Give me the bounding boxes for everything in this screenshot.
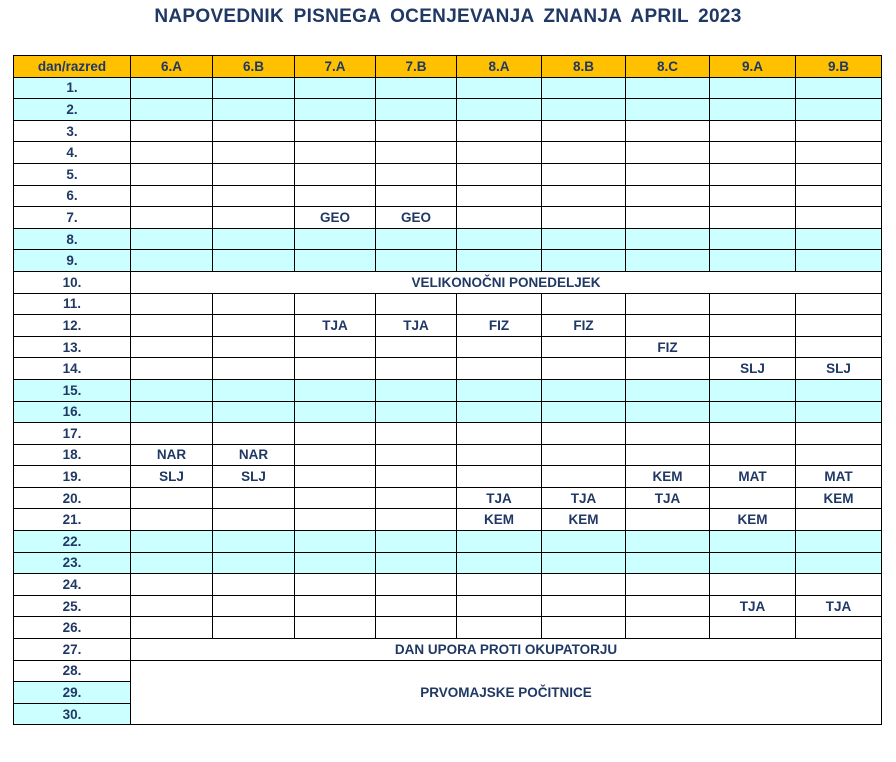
subject-cell [213,315,295,337]
subject-cell [131,142,213,164]
subject-cell [796,99,882,121]
subject-cell [710,77,796,99]
subject-cell [376,444,457,466]
subject-cell [457,228,542,250]
header-class-8c: 8.C [626,56,710,78]
subject-cell: KEM [626,466,710,488]
subject-cell [710,487,796,509]
subject-cell [213,487,295,509]
subject-cell: SLJ [710,358,796,380]
subject-cell [626,185,710,207]
subject-cell [376,401,457,423]
subject-cell [796,228,882,250]
subject-cell [542,250,626,272]
subject-cell [213,293,295,315]
subject-cell [295,120,376,142]
table-row [14,250,882,272]
day-cell: 10. [14,271,131,293]
subject-cell [796,293,882,315]
subject-cell [376,552,457,574]
subject-cell [626,444,710,466]
subject-cell [131,120,213,142]
subject-cell [542,595,626,617]
subject-cell [131,617,213,639]
subject-cell: SLJ [213,466,295,488]
subject-cell [796,531,882,553]
subject-cell [542,293,626,315]
subject-cell [796,379,882,401]
table-row [14,444,882,466]
subject-cell [213,228,295,250]
subject-cell [213,120,295,142]
subject-cell [213,336,295,358]
subject-cell [796,509,882,531]
subject-cell [213,574,295,596]
subject-cell [213,401,295,423]
subject-cell [213,379,295,401]
table-row [14,228,882,250]
subject-cell [796,163,882,185]
subject-cell [542,379,626,401]
subject-cell [376,185,457,207]
subject-cell [295,401,376,423]
day-cell: 15. [14,379,131,401]
subject-cell [457,77,542,99]
subject-cell [376,120,457,142]
subject-cell: KEM [710,509,796,531]
subject-cell: MAT [710,466,796,488]
subject-cell [542,163,626,185]
day-cell: 19. [14,466,131,488]
subject-cell [213,207,295,229]
subject-cell [796,401,882,423]
subject-cell [626,228,710,250]
subject-cell [131,250,213,272]
subject-cell [710,401,796,423]
subject-cell [796,207,882,229]
subject-cell [295,487,376,509]
subject-cell [542,77,626,99]
day-cell: 1. [14,77,131,99]
subject-cell [796,574,882,596]
table-row [14,207,882,229]
subject-cell [457,595,542,617]
day-cell: 17. [14,423,131,445]
table-row [14,163,882,185]
subject-cell [295,531,376,553]
table-row [14,660,882,682]
subject-cell [626,552,710,574]
subject-cell [295,379,376,401]
subject-cell [626,531,710,553]
subject-cell [626,509,710,531]
subject-cell: TJA [710,595,796,617]
subject-cell: TJA [626,487,710,509]
subject-cell [131,595,213,617]
subject-cell [131,379,213,401]
subject-cell [710,120,796,142]
subject-cell [295,336,376,358]
subject-cell [131,358,213,380]
subject-cell: FIZ [626,336,710,358]
subject-cell [542,99,626,121]
subject-cell [796,77,882,99]
subject-cell [295,574,376,596]
subject-cell [213,185,295,207]
day-cell: 4. [14,142,131,164]
day-cell: 13. [14,336,131,358]
subject-cell [710,293,796,315]
subject-cell [213,99,295,121]
subject-cell [626,423,710,445]
subject-cell [213,423,295,445]
subject-cell [542,207,626,229]
subject-cell [626,293,710,315]
subject-cell [626,379,710,401]
subject-cell [295,358,376,380]
subject-cell [542,228,626,250]
subject-cell [131,77,213,99]
subject-cell [626,99,710,121]
subject-cell [626,315,710,337]
table-row [14,315,882,337]
subject-cell [457,379,542,401]
subject-cell [542,142,626,164]
day-cell: 6. [14,185,131,207]
subject-cell [457,552,542,574]
header-class-9b: 9.B [796,56,882,78]
subject-cell [376,487,457,509]
subject-cell [295,466,376,488]
subject-cell [542,120,626,142]
subject-cell: TJA [457,487,542,509]
subject-cell [542,531,626,553]
subject-cell [710,250,796,272]
subject-cell [626,207,710,229]
subject-cell [457,358,542,380]
subject-cell [457,574,542,596]
day-cell: 20. [14,487,131,509]
subject-cell: GEO [376,207,457,229]
subject-cell [542,185,626,207]
subject-cell [710,99,796,121]
subject-cell [457,99,542,121]
day-cell: 26. [14,617,131,639]
subject-cell [626,358,710,380]
table-row [14,595,882,617]
subject-cell [626,401,710,423]
subject-cell [542,444,626,466]
subject-cell [376,142,457,164]
subject-cell [295,595,376,617]
subject-cell [457,531,542,553]
table-row [14,423,882,445]
subject-cell [131,552,213,574]
day-cell: 12. [14,315,131,337]
subject-cell [796,120,882,142]
subject-cell [131,293,213,315]
table-row [14,185,882,207]
subject-cell [376,77,457,99]
subject-cell [710,531,796,553]
subject-cell: FIZ [542,315,626,337]
day-cell: 23. [14,552,131,574]
subject-cell [295,552,376,574]
subject-cell [796,552,882,574]
holiday-cell: DAN UPORA PROTI OKUPATORJU [131,639,882,661]
subject-cell [710,142,796,164]
subject-cell [376,293,457,315]
subject-cell [626,250,710,272]
header-class-6b: 6.B [213,56,295,78]
table-row [14,336,882,358]
subject-cell [376,250,457,272]
subject-cell [376,336,457,358]
subject-cell [131,336,213,358]
subject-cell [626,595,710,617]
subject-cell [131,531,213,553]
subject-cell [710,617,796,639]
day-cell: 18. [14,444,131,466]
day-cell: 30. [14,703,131,725]
subject-cell: SLJ [796,358,882,380]
holiday-cell: PRVOMAJSKE POČITNICE [131,660,882,725]
subject-cell [710,228,796,250]
subject-cell [213,509,295,531]
holiday-cell: VELIKONOČNI PONEDELJEK [131,271,882,293]
subject-cell: TJA [542,487,626,509]
table-row [14,271,882,293]
day-cell: 8. [14,228,131,250]
subject-cell [542,617,626,639]
subject-cell [710,163,796,185]
subject-cell [457,401,542,423]
table-row [14,401,882,423]
subject-cell [376,509,457,531]
subject-cell [796,423,882,445]
subject-cell [131,509,213,531]
table-row [14,574,882,596]
subject-cell [542,423,626,445]
subject-cell [457,163,542,185]
subject-cell [295,423,376,445]
table-row [14,552,882,574]
subject-cell: NAR [213,444,295,466]
subject-cell: FIZ [457,315,542,337]
table-row [14,293,882,315]
table-row [14,120,882,142]
subject-cell [542,552,626,574]
table-row [14,639,882,661]
subject-cell [213,77,295,99]
subject-cell [457,617,542,639]
header-class-8a: 8.A [457,56,542,78]
subject-cell [376,99,457,121]
subject-cell: TJA [796,595,882,617]
subject-cell [626,77,710,99]
subject-cell [295,250,376,272]
subject-cell [213,142,295,164]
table-row [14,617,882,639]
day-cell: 24. [14,574,131,596]
day-cell: 2. [14,99,131,121]
subject-cell [796,250,882,272]
day-cell: 29. [14,682,131,704]
subject-cell: NAR [131,444,213,466]
subject-cell [213,250,295,272]
table-row [14,77,882,99]
subject-cell [131,574,213,596]
subject-cell [710,444,796,466]
subject-cell [626,574,710,596]
subject-cell [542,358,626,380]
subject-cell [457,444,542,466]
subject-cell [295,509,376,531]
subject-cell [376,595,457,617]
subject-cell [542,336,626,358]
subject-cell [213,163,295,185]
subject-cell [131,423,213,445]
subject-cell [710,207,796,229]
day-cell: 14. [14,358,131,380]
subject-cell [710,336,796,358]
subject-cell [376,163,457,185]
subject-cell [796,142,882,164]
day-cell: 28. [14,660,131,682]
header-row [14,56,882,78]
table-row [14,509,882,531]
subject-cell [710,574,796,596]
day-cell: 9. [14,250,131,272]
header-class-6a: 6.A [131,56,213,78]
day-cell: 22. [14,531,131,553]
table-row [14,142,882,164]
header-class-7a: 7.A [295,56,376,78]
subject-cell [131,163,213,185]
subject-cell [796,315,882,337]
subject-cell [131,228,213,250]
subject-cell [295,228,376,250]
day-cell: 21. [14,509,131,531]
subject-cell [131,185,213,207]
table-row [14,379,882,401]
table-row [14,358,882,380]
subject-cell [457,250,542,272]
subject-cell: SLJ [131,466,213,488]
subject-cell [376,531,457,553]
subject-cell: TJA [376,315,457,337]
subject-cell [542,466,626,488]
subject-cell: KEM [457,509,542,531]
day-cell: 27. [14,639,131,661]
subject-cell [295,293,376,315]
table-row [14,531,882,553]
subject-cell [376,379,457,401]
subject-cell [213,617,295,639]
subject-cell [710,185,796,207]
subject-cell [376,617,457,639]
day-cell: 5. [14,163,131,185]
subject-cell: KEM [542,509,626,531]
subject-cell [213,358,295,380]
subject-cell [457,185,542,207]
subject-cell [710,379,796,401]
subject-cell [376,423,457,445]
subject-cell [796,185,882,207]
subject-cell [457,293,542,315]
subject-cell [710,315,796,337]
day-cell: 11. [14,293,131,315]
subject-cell [457,207,542,229]
subject-cell [131,207,213,229]
subject-cell [131,99,213,121]
subject-cell [542,401,626,423]
subject-cell [457,466,542,488]
subject-cell [457,142,542,164]
subject-cell [796,444,882,466]
subject-cell [796,336,882,358]
table-row [14,487,882,509]
header-day-class: dan/razred [14,56,131,78]
day-cell: 25. [14,595,131,617]
subject-cell: KEM [796,487,882,509]
subject-cell [376,358,457,380]
header-class-8b: 8.B [542,56,626,78]
subject-cell [295,444,376,466]
subject-cell [626,120,710,142]
day-cell: 7. [14,207,131,229]
table-row [14,466,882,488]
subject-cell [457,336,542,358]
subject-cell [131,401,213,423]
page-title: NAPOVEDNIK PISNEGA OCENJEVANJA ZNANJA APRIL 2023 [154,6,742,27]
subject-cell [131,487,213,509]
header-class-9a: 9.A [710,56,796,78]
subject-cell [376,574,457,596]
table-row [14,99,882,121]
subject-cell [626,142,710,164]
subject-cell [213,595,295,617]
subject-cell [131,315,213,337]
subject-cell [376,466,457,488]
subject-cell [213,552,295,574]
subject-cell [626,163,710,185]
subject-cell [213,531,295,553]
subject-cell [295,142,376,164]
assessment-schedule-table [13,55,882,725]
subject-cell [626,617,710,639]
subject-cell [295,163,376,185]
subject-cell [295,617,376,639]
subject-cell: GEO [295,207,376,229]
subject-cell [295,99,376,121]
subject-cell [295,185,376,207]
header-class-7b: 7.B [376,56,457,78]
subject-cell: MAT [796,466,882,488]
day-cell: 3. [14,120,131,142]
subject-cell [542,574,626,596]
subject-cell [796,617,882,639]
subject-cell [295,77,376,99]
subject-cell [710,423,796,445]
subject-cell [376,228,457,250]
subject-cell [457,120,542,142]
subject-cell: TJA [295,315,376,337]
subject-cell [457,423,542,445]
subject-cell [710,552,796,574]
day-cell: 16. [14,401,131,423]
